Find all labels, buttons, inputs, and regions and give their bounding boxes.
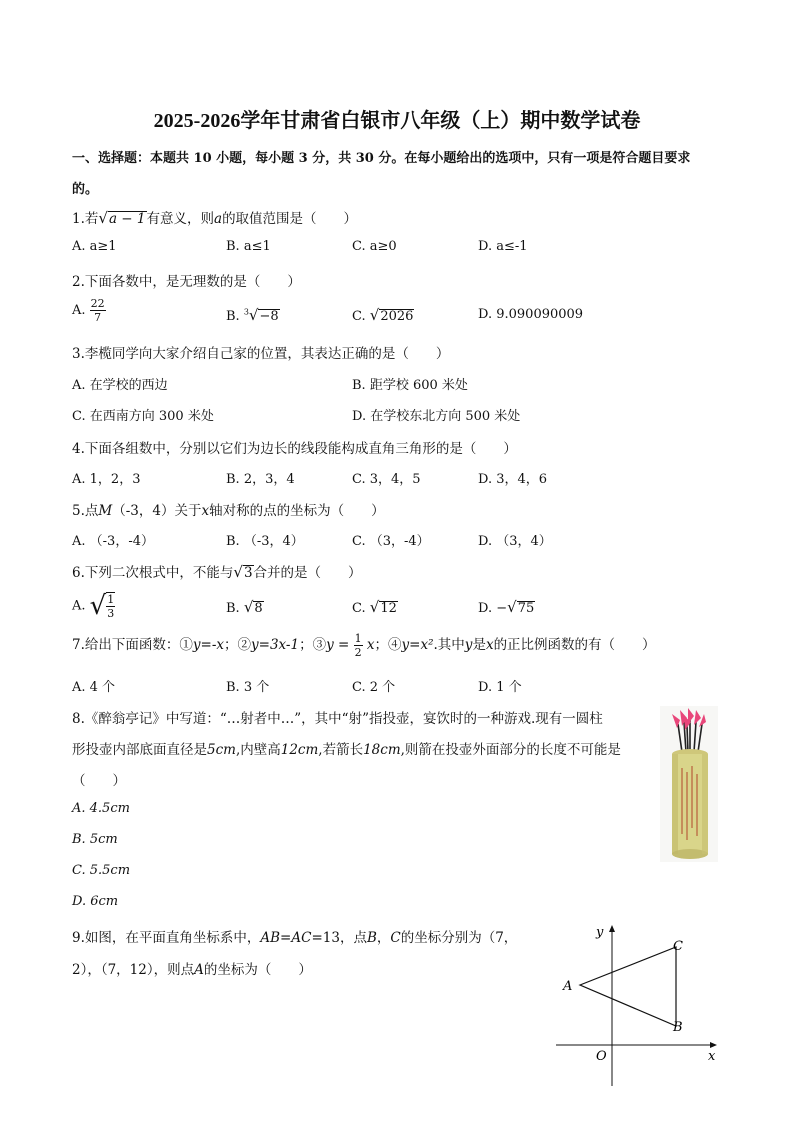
question-7-stem [72,632,656,659]
question-1-text: 有意义，则 [146,211,214,227]
question-7-option-c[interactable]: C. 2 个 [352,680,396,695]
question-1-option-d[interactable]: D. a≤-1 [478,239,528,254]
question-1-option-c[interactable]: C. a≥0 [352,239,397,254]
question-3-option-a[interactable]: A. 在学校的西边 [72,378,168,393]
text: 2），（7，12），则点 [72,962,195,978]
question-1-stem [72,207,357,227]
sqrt-sign: √ [243,598,254,616]
question-1-option-a[interactable]: A. a≥1 [72,239,117,254]
option-label: B. [226,601,240,616]
sqrt-sign: √ [248,306,259,324]
equation: AB=AC [260,930,312,946]
question-4-stem: 4.下面各组数中，分别以它们为边长的线段能构成直角三角形的是（ ） [72,441,517,457]
x-axis-label: x [708,1049,716,1064]
sqrt-sign: √ [369,306,380,324]
question-5-option-c[interactable]: C. （3，-4） [352,534,430,549]
sqrt-sign: √ [89,591,107,621]
question-2-option-b[interactable] [226,306,280,324]
sqrt-sign: √ [233,563,243,581]
text: 形投壶内部底面直径是 [72,742,207,758]
question-8-line1: 8.《醉翁亭记》中写道：“…射者中…”，其中“射”指投壶，宴饮时的一种游戏.现有一圆柱 [72,711,603,727]
question-7-option-d[interactable]: D. 1 个 [478,680,522,695]
text: ；④ [374,637,402,653]
text: 是 [472,637,486,653]
numerator: 22 [90,297,105,310]
arrow-pot-image [660,706,718,862]
text: ；② [224,637,252,653]
axis-var: x [201,503,210,519]
question-5-prefix: 5.点 [72,503,99,519]
question-8-line3: （ ） [72,773,126,789]
question-2-stem: 2.下面各数中，是无理数的是（ ） [72,274,301,290]
height: 12cm [280,742,319,758]
question-4-option-d[interactable]: D. 3，4，6 [478,472,548,487]
question-1-tail: 的取值范围是（ ） [222,211,358,227]
fraction [90,297,106,324]
question-2-option-a[interactable] [72,297,106,324]
question-2-option-c[interactable] [352,306,414,324]
question-9-line2 [72,958,312,978]
question-3-option-d[interactable]: D. 在学校东北方向 500 米处 [352,409,521,424]
question-4-option-a[interactable]: A. 1，2，3 [72,472,141,487]
coordinate-figure [556,922,722,1088]
question-6-tail: 合并的是（ ） [253,565,362,581]
section-instruction-line1: 一、选择题：本题共 10 小题，每小题 3 分，共 30 分。在每小题给出的选项中，只有一项是符合题目要求 [72,151,691,166]
root-index: 3 [243,307,249,317]
denominator: 2 [354,646,362,659]
question-6-option-b[interactable] [226,598,264,616]
question-5-option-b[interactable]: B. （-3，4） [226,534,304,549]
question-6-prefix: 6.下列二次根式中，不能与 [72,565,234,581]
y-axis-label: y [596,925,604,940]
point-b: B [366,930,377,946]
origin-label: O [596,1049,607,1064]
numerator: 1 [107,593,115,606]
question-3-stem: 3.李榄同学向大家介绍自己家的位置，其表达正确的是（ ） [72,346,450,362]
question-3-option-c[interactable]: C. 在西南方向 300 米处 [72,409,214,424]
question-5-mid: （-3，4）关于 [112,503,202,519]
question-6-stem [72,561,362,581]
option-label: D. [478,601,493,616]
radicand: 75 [517,601,535,616]
var-x: x [485,637,494,653]
point-c-label: C [673,939,683,954]
question-8-option-b[interactable]: B. 5cm [72,832,118,847]
question-5-option-a[interactable]: A. （-3，-4） [72,534,154,549]
question-6-option-c[interactable] [352,598,398,616]
radicand: 3 [243,565,253,581]
text: 的正比例函数的有（ ） [493,637,656,653]
option-label: C. [352,309,366,324]
var-y: y [464,637,473,653]
sqrt-sign: √ [98,209,108,227]
question-1-option-b[interactable]: B. a≤1 [226,239,271,254]
question-1-var: a [214,211,223,227]
question-8-option-d[interactable]: D. 6cm [72,894,119,909]
triangle-abc [580,947,676,1026]
function-3-var: x [366,637,375,653]
point-a-label: A [563,979,573,994]
question-8-option-c[interactable]: C. 5.5cm [72,863,131,878]
text: ， [376,930,391,946]
fraction [106,592,115,620]
option-label: B. [226,309,240,324]
option-label: A. [72,598,86,614]
text: ,若箭长 [318,742,364,758]
question-6-option-d[interactable] [478,598,535,616]
pot-body [672,749,708,859]
sqrt-sign: √ [507,598,517,616]
numerator: 1 [354,632,362,645]
text: ,内壁高 [235,742,281,758]
function-3-lhs: y = [326,637,350,653]
text: 的坐标为（ ） [203,962,312,978]
question-5-tail: 轴对称的点的坐标为（ ） [209,503,385,519]
text: ,则箭在投壶外面部分的长度不可能是 [400,742,621,758]
question-4-option-c[interactable]: C. 3，4，5 [352,472,421,487]
option-label: C. [352,601,366,616]
point-a: A [194,962,204,978]
function-4: y=x² [401,637,434,653]
text: =13，点 [311,930,367,946]
fraction [354,632,363,659]
text: 9.如图，在平面直角坐标系中， [72,930,261,946]
section-instruction-line2: 的。 [72,182,99,197]
text: .其中 [433,637,465,653]
question-8-option-a[interactable]: A. 4.5cm [72,801,130,816]
radicand: 8 [254,601,263,616]
point-m: M [98,503,113,519]
question-1-radicand: a − 1 [108,211,146,227]
option-label: A. [72,303,86,318]
minus-sign: − [496,601,508,616]
function-1: y=-x [192,637,225,653]
question-2-option-d[interactable]: D. 9.090090009 [478,307,584,322]
denominator: 7 [94,311,102,324]
text: 7.给出下面函数：① [72,637,193,653]
question-5-option-d[interactable]: D. （3，4） [478,534,552,549]
point-c: C [390,930,401,946]
question-7-option-a[interactable]: A. 4 个 [72,680,116,695]
text: ；③ [299,637,327,653]
diameter: 5cm [207,742,236,758]
radicand: −8 [259,309,279,324]
page-title: 2025-2026学年甘肃省白银市八年级（上）期中数学试卷 [153,110,641,132]
arrow-length: 18cm [363,742,401,758]
denominator: 3 [107,607,115,620]
radicand: 12 [380,601,397,616]
question-8-line2 [72,738,621,758]
question-5-stem [72,499,385,519]
function-2: y=3x-1 [251,637,300,653]
question-6-option-a[interactable] [72,591,115,621]
question-3-option-b[interactable]: B. 距学校 600 米处 [352,378,468,393]
question-4-option-b[interactable]: B. 2，3，4 [226,472,295,487]
question-1-prefix: 1.若 [72,211,99,227]
question-9-line1 [72,926,517,946]
text: 的坐标分别为（7， [400,930,518,946]
question-7-option-b[interactable]: B. 3 个 [226,680,270,695]
sqrt-sign: √ [369,598,380,616]
point-b-label: B [673,1020,683,1035]
radicand: 2026 [380,309,414,324]
